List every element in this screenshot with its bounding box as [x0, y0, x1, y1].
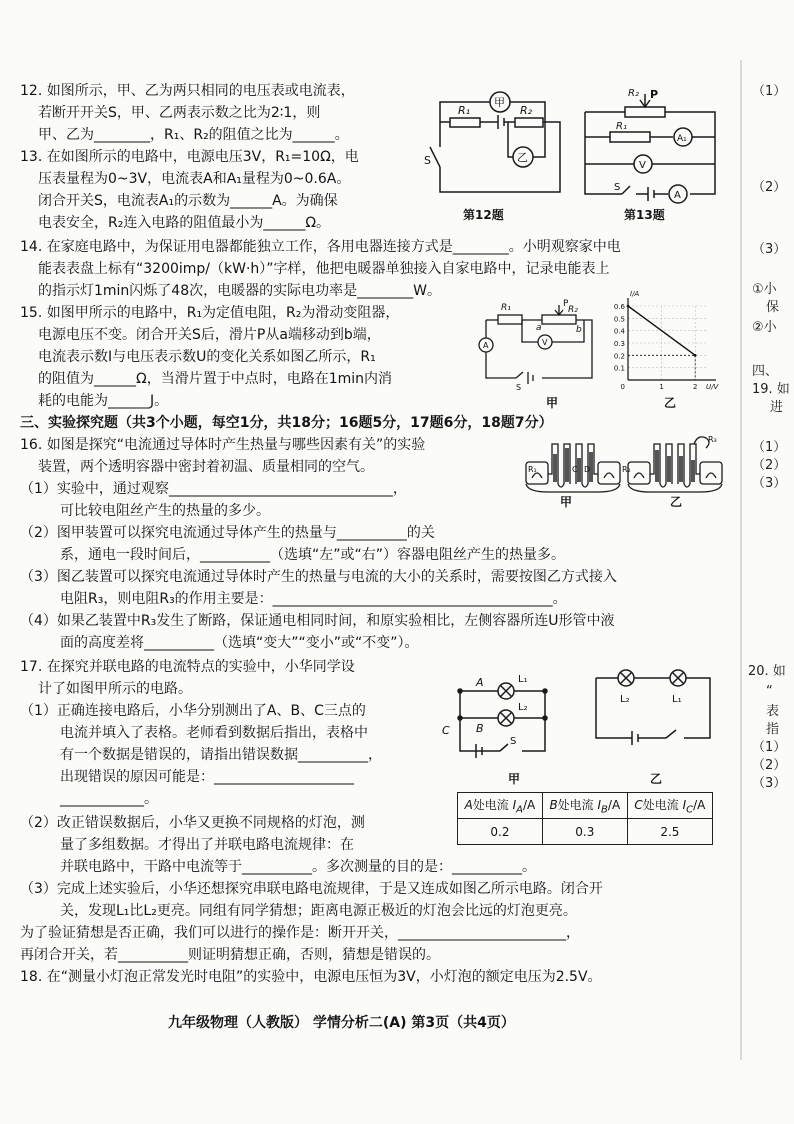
question-line-q16-10: 面的高度差将__________（选填“变大”“变小”或“不变”）。: [60, 635, 419, 651]
caps-cap16a: 甲: [560, 495, 573, 509]
question-line-q15-5: 耗的电能为______J。: [38, 393, 169, 409]
table-row: [458, 819, 713, 845]
edge-e2: （2）: [752, 180, 787, 195]
edge-e5: 保: [766, 300, 780, 315]
edge-e8: 19. 如: [752, 382, 790, 397]
caps-cap15a: 甲: [546, 396, 559, 410]
fig17-label-l1: L₁: [518, 674, 528, 685]
fig15-label-a-end: a: [536, 323, 542, 333]
fig16-label-r3: R₃: [708, 435, 717, 444]
fig15-label-b-end: b: [576, 325, 582, 335]
fig13-label-a: A: [674, 190, 681, 201]
question-line-q15-2: 电源电压不变。闭合开关S后，滑片P从a端移动到b端，: [38, 327, 381, 343]
question-line-q14-3: 的指示灯1min闪烁了48次，电暖器的实际电功率是________W。: [38, 283, 441, 299]
edge-e13: 20. 如: [748, 664, 786, 679]
question-line-q18-1: 18. 在“测量小灯泡正常发光时电阻”的实验中，电源电压恒为3V，小灯泡的额定电压为2.5V。: [20, 969, 602, 985]
y-tick-label: 0.3: [613, 340, 625, 348]
table-cell: 0.3: [542, 819, 627, 845]
fig17-label-l2: L₂: [518, 702, 528, 713]
question-line-q17-3: （1）正确连接电路后，小华分别测出了A、B、C三点的: [20, 703, 366, 719]
table-header-row: [458, 793, 713, 819]
caps-cap13: 第13题: [624, 208, 665, 222]
question-line-q17-4: 电流并填入了表格。老师看到数据后指出，表格中: [60, 725, 368, 741]
edge-e3: （3）: [752, 242, 787, 257]
edge-e9: 进: [770, 400, 784, 415]
edge-e15: 表: [766, 704, 780, 719]
question-line-q17-2: 计了如图甲所示的电路。: [38, 681, 192, 697]
page-footer: 九年级物理（人教版） 学情分析二(A) 第3页（共4页）: [168, 1015, 515, 1031]
fig13-label-v: V: [639, 160, 646, 171]
y-tick-label: 0.6: [613, 303, 625, 311]
question-line-q17-14: 再闭合开关，若__________则证明猜想正确，否则，猜想是错误的。: [20, 947, 440, 963]
question-line-q12-3: 甲、乙为________，R₁、R₂的阻值之比为______。: [38, 127, 349, 143]
circuit-diagram-q13: [580, 82, 730, 204]
table-header-cell: B处电流 $I_B/A$: [542, 793, 627, 819]
fig16-label-r2: R₂: [622, 465, 631, 474]
edge-e19: （3）: [752, 776, 787, 791]
fig16-label-d: D: [584, 465, 591, 474]
origin-label: 0: [620, 383, 625, 391]
question-line-q16-6: 系，通电一段时间后，__________（选填“左”或“右”）容器电阻丝产生的热量多。: [60, 547, 566, 563]
y-tick-label: 0.5: [613, 315, 625, 324]
fig12-label-r1: R₁: [458, 104, 471, 117]
y-axis-label: I/A: [630, 290, 640, 298]
question-line-q16-9: （4）如果乙装置中R₃发生了断路，保证通电相同时间，和原实验相比，左侧容器所连U形管中液: [20, 613, 615, 629]
x-tick-label: 2: [692, 383, 698, 391]
question-line-q16-1: 16. 如图是探究“电流通过导体时产生热量与哪些因素有关”的实验: [20, 437, 426, 453]
circuit-diagram-q12: [420, 82, 570, 202]
question-line-q12-1: 12. 如图所示，甲、乙为两只相同的电压表或电流表，: [20, 83, 355, 99]
caps-cap12: 第12题: [463, 208, 504, 222]
page-fold-shadow: [740, 60, 742, 1060]
question-line-q17-5: 有一个数据是错误的，请指出错误数据__________，: [60, 747, 382, 763]
caps-cap15b: 乙: [664, 396, 677, 410]
fig13-label-a1: A₁: [677, 134, 687, 144]
question-line-q16-5: （2）图甲装置可以探究电流通过导体产生的热量与__________的关: [20, 525, 435, 541]
fig17b-label-l1: L₁: [672, 694, 682, 705]
question-line-q12-2: 若断开开关S，甲、乙两表示数之比为2∶1，则: [38, 105, 321, 121]
edge-e17: （1）: [752, 740, 787, 755]
question-line-q15-3: 电流表示数I与电压表示数U的变化关系如图乙所示，R₁: [38, 349, 376, 365]
question-line-q13-3: 闭合开关S，电流表A₁的示数为______A。为确保: [38, 193, 338, 209]
edge-e4: ①小: [752, 282, 777, 297]
fig17-label-a: A: [476, 676, 484, 689]
edge-e14: “: [766, 684, 773, 699]
caps-cap17a: 甲: [508, 772, 521, 786]
question-line-q17-6: 出现错误的原因可能是：____________________: [60, 769, 354, 785]
fig15-label-p: P: [563, 299, 569, 309]
table-cell: 2.5: [627, 819, 712, 845]
series-circuit-q17: [588, 656, 718, 766]
table-cell: 0.2: [458, 819, 543, 845]
edge-e16: 指: [766, 722, 780, 737]
fig13-label-r2: R₂: [628, 88, 639, 99]
question-line-q17-10: 并联电路中，干路中电流等于__________。多次测量的目的是：__________。: [60, 859, 536, 875]
fig12-label-yi: 乙: [517, 151, 528, 164]
question-line-q13-2: 压表量程为0~3V，电流表A和A₁量程为0~0.6A。: [38, 171, 351, 187]
fig15-label-s: S: [516, 383, 522, 392]
question-line-q13-1: 13. 在如图所示的电路中，电源电压3V，R₁=10Ω，电: [20, 149, 359, 165]
fig17-label-c: C: [442, 724, 450, 737]
data-point: [694, 354, 697, 357]
joule-heating-apparatus-q16: [522, 432, 726, 494]
iu-graph-q15: [610, 290, 720, 394]
y-tick-label: 0.2: [613, 352, 625, 361]
caps-cap17b: 乙: [650, 772, 663, 786]
fig15-label-r1: R₁: [501, 303, 511, 313]
question-line-sec3: 三、实验探究题（共3个小题，每空1分，共18分；16题5分，17题6分，18题7分）: [20, 415, 553, 431]
edge-e11: （2）: [752, 458, 787, 473]
y-tick-label: 0.4: [613, 327, 625, 336]
fig15-label-r2: R₂: [568, 305, 578, 315]
question-line-q17-13: 为了验证猜想是否正确，我们可以进行的操作是：断开开关，________________________，: [20, 925, 580, 941]
question-line-q16-7: （3）图乙装置可以探究电流通过导体时产生的热量与电流的大小的关系时，需要按图乙方式接入: [20, 569, 617, 585]
question-line-q13-4: 电表安全，R₂连入电路的阻值最小为______Ω。: [38, 215, 331, 231]
fig16-label-r1: R₁: [528, 465, 537, 474]
question-line-q15-1: 15. 如图甲所示的电路中，R₁为定值电阻，R₂为滑动变阻器，: [20, 305, 400, 321]
question-line-q14-1: 14. 在家庭电路中，为保证用电器都能独立工作，各用电器连接方式是________。小明观察家中电: [20, 239, 621, 255]
fig12-label-jia: 甲: [494, 96, 505, 109]
x-tick-label: 1: [659, 383, 664, 391]
edge-e6: ②小: [752, 320, 777, 335]
question-line-q16-2: 装置，两个透明容器中密封着初温、质量相同的空气。: [38, 459, 374, 475]
edge-e7: 四、: [752, 364, 779, 379]
fig15-label-ammeter: A: [483, 341, 489, 350]
fig13-label-p: P: [650, 88, 659, 101]
caps-cap16b: 乙: [670, 495, 683, 509]
edge-e10: （1）: [752, 440, 787, 455]
question-line-q16-3: （1）实验中，通过观察________________________________，: [20, 481, 407, 497]
question-line-q16-8: 电阻R₃，则电阻R₃的作用主要是：________________________________________。: [60, 591, 567, 607]
question-line-q17-12: 关，发现L₁比L₂更亮。同组有同学猜想；距离电源正极近的灯泡会比远的灯泡更亮。: [60, 903, 577, 919]
data-point: [627, 305, 630, 308]
question-line-q17-8: （2）改正错误数据后，小华又更换不同规格的灯泡，测: [20, 815, 365, 831]
question-line-q17-7: ____________。: [60, 791, 158, 807]
circuit-diagram-q15: [476, 298, 602, 394]
fig12-label-s: S: [424, 154, 431, 167]
question-line-q17-11: （3）完成上述实验后，小华还想探究串联电路电流规律，于是又连成如图乙所示电路。闭合开: [20, 881, 603, 897]
question-line-q15-4: 的阻值为______Ω，当滑片置于中点时，电路在1min内消: [38, 371, 393, 387]
question-line-q14-2: 能表表盘上标有“3200imp/（kW·h）”字样，他把电暖器单独接入自家电路中，记录电能表上: [38, 261, 610, 277]
fig17-label-b: B: [476, 722, 484, 735]
question-line-q17-9: 量了多组数据。才得出了并联电路电流规律：在: [60, 837, 354, 853]
y-tick-label: 0.1: [613, 364, 625, 373]
question-line-q17-1: 17. 在探究并联电路的电流特点的实验中，小华同学设: [20, 659, 355, 675]
edge-e1: （1）: [752, 84, 787, 99]
fig12-label-r2: R₂: [520, 104, 533, 117]
edge-e12: （3）: [752, 476, 787, 491]
fig17b-label-l2: L₂: [620, 694, 630, 705]
fig16-label-c: C: [572, 465, 578, 474]
table-header-cell: C处电流 $I_C/A$: [627, 793, 712, 819]
fig17-label-s: S: [510, 736, 517, 747]
parallel-circuit-q17: [440, 656, 570, 766]
x-axis-label: U/V: [706, 383, 719, 391]
table-header-cell: A处电流 $I_A/A$: [458, 793, 543, 819]
fig15-label-voltmeter: V: [542, 338, 548, 347]
current-data-table: [457, 792, 713, 845]
question-line-q16-4: 可比较电阻丝产生的热量的多少。: [60, 503, 270, 519]
edge-e18: （2）: [752, 758, 787, 773]
fig13-label-r1: R₁: [616, 121, 627, 132]
fig13-label-s: S: [614, 182, 621, 193]
